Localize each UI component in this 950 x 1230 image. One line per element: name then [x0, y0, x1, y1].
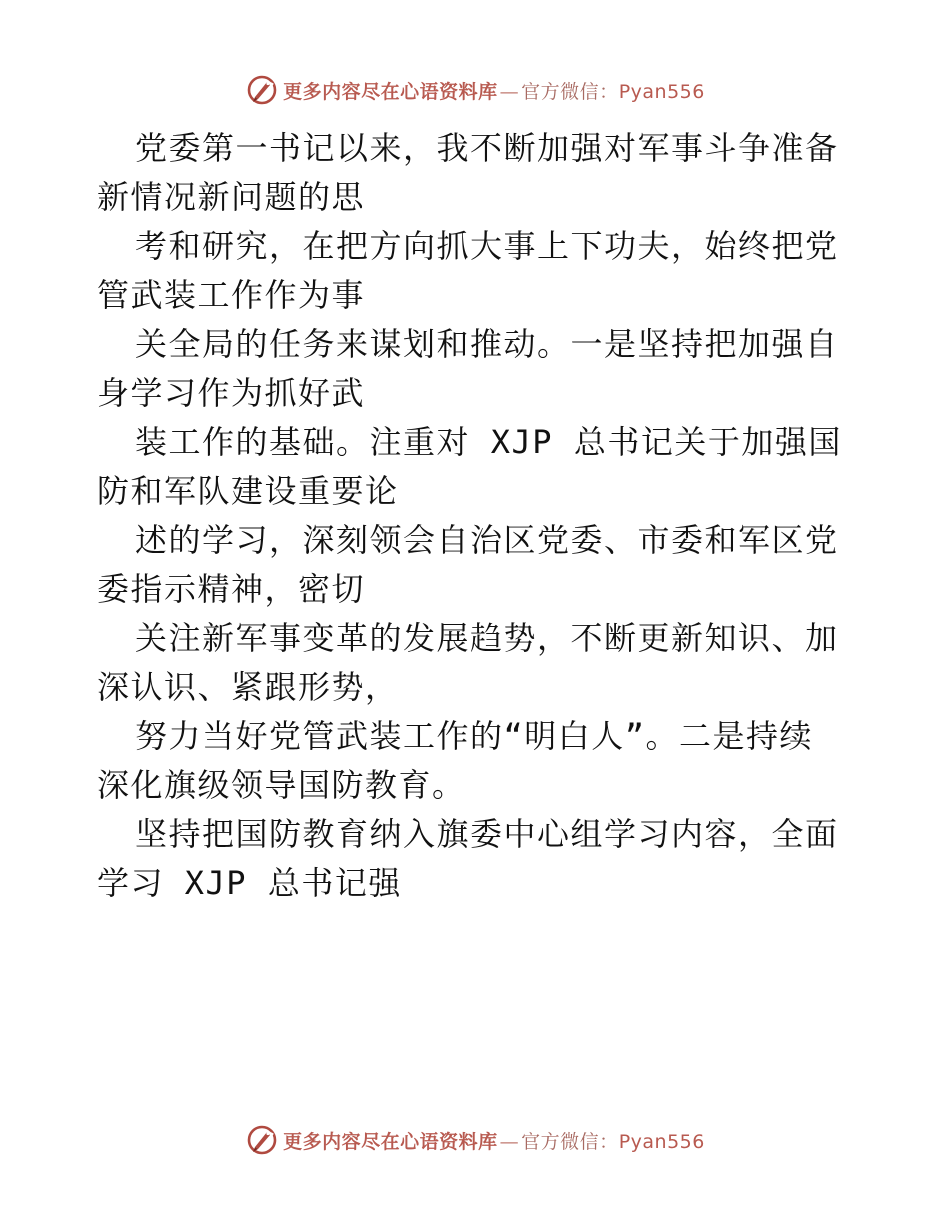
body-line: 身学习作为抓好武 — [97, 374, 366, 412]
header-wechat-account: Pyan556 — [618, 80, 705, 103]
body-line: 努力当好党管武装工作的“明白人”。二是持续 — [135, 717, 814, 755]
body-line: 深认识、紧跟形势， — [97, 668, 399, 706]
header-banner — [0, 70, 950, 110]
body-line: 述的学习，深刻领会自治区党委、市委和军区党 — [135, 521, 839, 559]
body-line: 深化旗级领导国防教育。 — [97, 766, 466, 804]
body-line: 管武装工作作为事 — [97, 276, 366, 314]
footer-banner-text — [283, 1127, 705, 1154]
header-wechat-label: 官方微信： — [521, 80, 619, 103]
document-body — [97, 124, 867, 908]
header-banner-text — [283, 77, 705, 104]
footer-banner-separator: — — [499, 1130, 520, 1153]
header-banner-title: 更多内容尽在心语资料库 — [283, 80, 498, 103]
body-line: 关全局的任务来谋划和推动。一是坚持把加强自 — [135, 325, 839, 363]
pen-swirl-logo-icon — [245, 1123, 279, 1157]
footer-wechat-account: Pyan556 — [618, 1130, 705, 1153]
body-line: 党委第一书记以来，我不断加强对军事斗争准备 — [135, 129, 839, 167]
body-line: 防和军队建设重要论 — [97, 472, 399, 510]
body-line: 关注新军事变革的发展趋势，不断更新知识、加 — [135, 619, 839, 657]
body-line: 学习 XJP 总书记强 — [97, 864, 402, 902]
body-line: 新情况新问题的思 — [97, 178, 366, 216]
footer-wechat-label: 官方微信： — [521, 1130, 619, 1153]
pen-swirl-logo-icon — [245, 73, 279, 107]
header-banner-separator: — — [499, 80, 520, 103]
footer-banner-title: 更多内容尽在心语资料库 — [283, 1130, 498, 1153]
body-line: 坚持把国防教育纳入旗委中心组学习内容，全面 — [135, 815, 839, 853]
body-line: 考和研究，在把方向抓大事上下功夫，始终把党 — [135, 227, 839, 265]
footer-banner — [0, 1120, 950, 1160]
body-line: 委指示精神，密切 — [97, 570, 366, 608]
body-line: 装工作的基础。注重对 XJP 总书记关于加强国 — [135, 423, 842, 461]
